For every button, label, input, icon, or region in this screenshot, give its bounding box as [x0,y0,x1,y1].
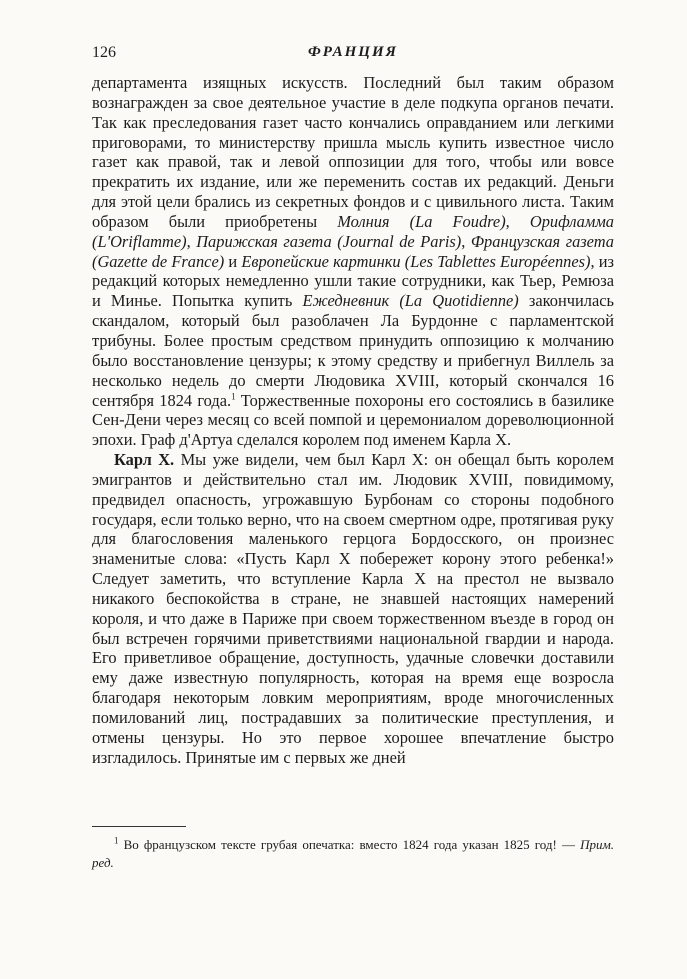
newspaper-title: Молния (La Foudre) [337,211,506,231]
footnote-reference[interactable]: 1 [231,391,236,402]
paragraph-press-bribery [92,73,614,450]
page-header [92,44,614,66]
footnote [92,836,614,872]
page-number: 126 [92,44,116,61]
footnote-text: Во французском тексте грубая опечатка: вместо 1824 года указан 1825 год! — [118,837,581,852]
paragraph-charles-x [92,450,614,768]
newspaper-title: Ежедневник (La Quotidienne) [302,291,519,311]
section-lead: Карл X. [114,450,175,470]
footnote-mark: 1 [114,835,119,846]
editor-note-signature: Прим. ред. [92,837,614,870]
running-title: ФРАНЦИЯ [308,44,398,60]
newspaper-title: Европейские картинки (Les Tablettes Européennes) [241,251,591,271]
text-run: и [224,251,242,271]
newspaper-title: Орифламма (L'Oriflamme) [92,211,614,251]
text-run: Торжественные похороны его состоялись в базилике Сен-Дени через месяц со всей помпой и церемониалом дореволюционной эпохи. Граф д'Артуа сделался королем под именем Карла X. [92,390,614,450]
text-run: Мы уже видели, чем был Карл X: он обещал быть королем эмигрантов и действительно стал им. Людовик XVIII, повидимому, предвидел опасность, угрожавшую Бурбонам со стороны подобного государя, если только верно, что на своем смертном одре, протягивая руку для благословения маленького герцога Бордосского, он произнес знаменитые слова: «Пусть Карл X побережет корону этого ребенка!» Следует заметить, что вступление Карла X на престол не вызвало никакого беспокойства в стране, не знавшей настоящих намерений короля, и что даже в Париже при своем торжественном въезде в город он был встречен горячими приветствиями национальной гвардии и народа. Его приветливое обращение, доступность, удачные словечки доставили ему даже известную популярность, которая на время еще возросла благодаря некоторым ловким мероприятиям, вроде многочисленных помилований лиц, пострадавших за политические преступления, и отмены цензуры. Но это первое хорошее впечатление быстро изгладилось. Принятые им с первых же дней [92,450,614,767]
text-run: закончилась скандалом, который был разоблачен Ла Бурдонне с парламентской трибуны. Более простым средством принудить оппозицию к молчанию было восстановление цензуры; к этому средству и прибегнул Виллель за несколько недель до смерти Людовика XVIII, который скончался 16 сентября 1824 года. [92,291,614,410]
text-run: , [186,231,197,251]
newspaper-title: Парижская газета (Journal de Paris) [196,231,462,251]
main-text [92,73,614,768]
text-run: , [505,211,530,231]
text-run: , из редакций которых немедленно ушли такие сотрудники, как Тьер, Ремюза и Минье. Попытка купить [92,251,614,311]
text-run: , [461,231,471,251]
text-run: департамента изящных искусств. Последний был таким образом вознагражден за свое деятельное участие в деле подкупа органов печати. Так как преследования газет часто кончались оправданием или легкими приговорами, то министерству пришла мысль купить известное число газет как правой, так и левой оппозиции для того, чтобы или вовсе прекратить их издание, или же переменить состав их редакций. Деньги для этой цели брались из секретных фондов и с цивильного листа. Таким образом были приобретены [92,73,614,231]
newspaper-title: Французская газета (Gazette de France) [92,231,614,271]
footnote-divider [92,826,186,827]
